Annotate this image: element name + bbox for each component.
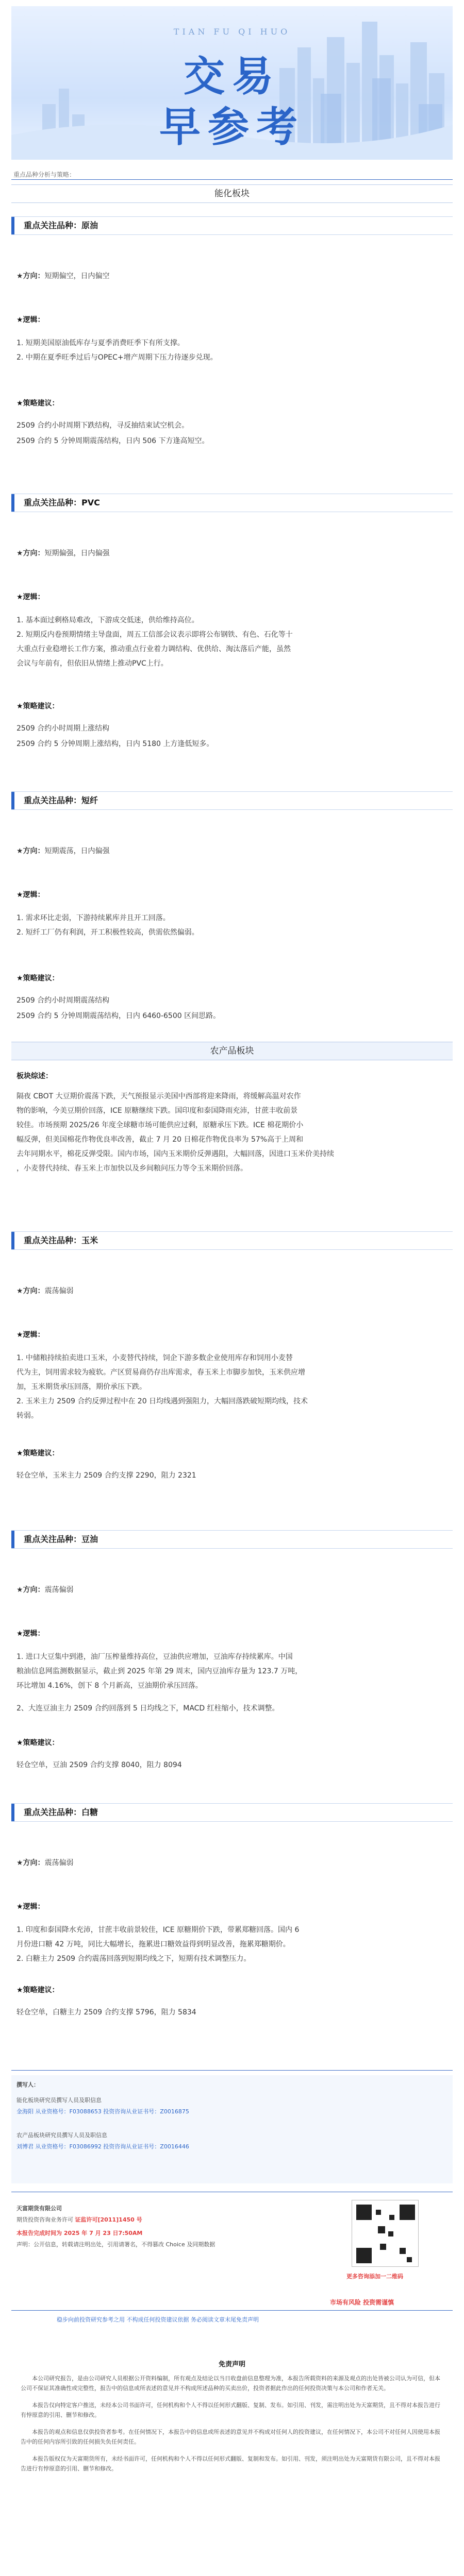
strategy-line: 轻仓空单，玉米主力 2509 合约支撑 2290，阻力 2321 xyxy=(16,1471,196,1480)
trend-label: ★方向： xyxy=(16,549,45,557)
disclaimer-paragraph: 本报告版权仅为天富期货所有，未经书面许可，任何机构和个人不得以任何形式翻版、复制和发布。如引用、刊发，须注明出处为天富期货有限公司，且不得对本报告进行有悖原意的引用、删节和修改。 xyxy=(21,2455,440,2472)
accent-bar xyxy=(11,1804,14,1821)
company-license: 证监许可[2011]1450 号 xyxy=(75,2216,142,2223)
logic-line: 大重点行业稳增长工作方案，推动重点行业着力调结构、优供给、淘汰落后产能，虽然 xyxy=(16,645,291,653)
trend-label: ★方向： xyxy=(16,1287,45,1295)
accent-bar xyxy=(11,792,14,809)
summary-line: 隔夜 CBOT 大豆期价震荡下跌，天气预报显示美国中西部将迎来降雨，将缓解高温对农作 xyxy=(16,1092,301,1100)
topic-label: 重点关注品种：白糖 xyxy=(24,1807,98,1817)
logic-line: 会议与年前有，但依旧从情绪上推动PVC上行。 xyxy=(16,659,168,668)
topic-label: 重点关注品种：豆油 xyxy=(24,1534,98,1544)
logic-label: ★逻辑： xyxy=(16,1903,45,1911)
divider xyxy=(11,2070,453,2071)
trend-value: 短期震荡，日内偏强 xyxy=(44,847,110,855)
header-caption: 重点品种分析与策略： xyxy=(13,171,76,178)
summary-line: ，小麦替代持续、春玉米上市加快以及乡间粮问压力等令玉米期价回落。 xyxy=(16,1164,247,1173)
logic-label: ★逻辑： xyxy=(16,1331,45,1339)
accent-bar xyxy=(11,494,14,512)
trend-line xyxy=(16,270,444,282)
strategy-label: ★策略建议： xyxy=(16,1739,59,1747)
qr-code-icon xyxy=(352,2200,419,2267)
summary-line: 较佳。市场预期 2025/26 年度全球糖市场可能供应过剩，原糖承压下跌。ICE 棉花期价小 xyxy=(16,1121,304,1129)
logic-line: 1. 中储粮持续拍卖进口玉米，小麦替代持续，饲企下游多数企业使用库存和饲用小麦替 xyxy=(16,1354,293,1362)
topic-header xyxy=(11,1803,453,1822)
agri-section-title: 农产品板块 xyxy=(11,1042,453,1060)
topic-card-crude xyxy=(11,216,453,505)
trend-line xyxy=(16,845,444,857)
header-title-line2: 早参考 xyxy=(159,103,305,151)
slogan: 稳步向前投资研究参考之用 不构成任何投资建议依据 务必阅读文章末尾免责声明 xyxy=(57,2316,259,2323)
summary-label: 板块综述： xyxy=(16,1072,53,1080)
disclaimer-paragraph: 本报告的观点和信息仅供投资者参考。在任何情况下，本报告中的信息或所表述的意见并不构成对任何人的投资建议，在任何情况下，本公司不对任何人因使用本报告中的任何内容所引致的任何损失负任何责任。 xyxy=(21,2429,440,2445)
logic-label: ★逻辑： xyxy=(16,891,45,899)
logic-line: 代为主，饲用需求较为疲软。产区贸易商仍存出库需求，春玉米上市脚步加快，玉米供应增 xyxy=(16,1368,305,1377)
analyst-heading: 撰写人： xyxy=(16,2081,39,2088)
strategy-line: 2509 合约小时周期震荡结构 xyxy=(16,996,110,1005)
trend-line xyxy=(16,1285,444,1297)
analyst-team-1: 能化板块研究员撰写人员及职信息 xyxy=(16,2097,102,2104)
logic-line: 粮油信息网监测数据显示，截止到 2025 年第 29 周末，国内豆油库存量为 123.7 万吨， xyxy=(16,1667,303,1675)
strategy-line: 2509 合约小时周期上涨结构 xyxy=(16,724,110,733)
logic-label: ★逻辑： xyxy=(16,316,45,324)
topic-header xyxy=(11,1530,453,1549)
topic-card-corn xyxy=(11,1231,453,1582)
company-dept-text: 期货投资咨询业务许可 xyxy=(16,2216,73,2223)
logic-line: 1. 短期美国原油低库存与夏季消费旺季下有所支撑。 xyxy=(16,339,185,347)
logic-line: 2、大连豆油主力 2509 合约回落到 5 日均线之下，MACD 红柱缩小，技术调整。 xyxy=(16,1704,279,1713)
topic-card-soybean-oil xyxy=(11,1530,453,1819)
company-name: 天富期货有限公司 xyxy=(16,2205,62,2212)
disclaimer-paragraph: 本报告仅向特定客户推送，未经本公司书面许可，任何机构和个人不得以任何形式翻版、复制、发布。如引用、刊发，需注明出处为天富期货，且不得对本报告进行有悖原意的引用、删节和修改。 xyxy=(21,2402,440,2418)
company-dept xyxy=(16,2215,142,2224)
logic-line: 2. 白糖主力 2509 合约震荡回落到短期均线之下，短期有技术调整压力。 xyxy=(16,1955,251,1963)
analyst-team-2: 农产品板块研究员撰写人员及职信息 xyxy=(16,2132,107,2139)
disclaimer-title: 免责声明 xyxy=(218,2361,245,2368)
logic-line: 2. 中期在夏季旺季过后与OPEC+增产周期下压力待逐步兑现。 xyxy=(16,353,218,362)
summary-line: 去年同期水平，棉花反弹受限。国内市场，国内玉米期价反弹遇阻，大幅回落，因进口玉米价美持续 xyxy=(16,1150,334,1158)
topic-label: 重点关注品种：玉米 xyxy=(24,1235,98,1245)
logic-label: ★逻辑： xyxy=(16,593,45,601)
topic-label: 重点关注品种：PVC xyxy=(24,498,100,507)
topic-card-sugar xyxy=(11,1803,453,2092)
trend-value: 震荡偏弱 xyxy=(44,1586,74,1594)
report-declare: 声明：公开信息，转载请注明出处，引用请署名，不得篡改 Choice 及同期数据 xyxy=(16,2241,216,2248)
disclaimer xyxy=(21,2360,443,2481)
trend-line xyxy=(16,1857,444,1869)
logic-label: ★逻辑： xyxy=(16,1630,45,1638)
summary-line: 物的影响，今美豆期价回落，ICE 原糖继续下跌。国印度和泰国降雨充沛，甘蔗丰收前景 xyxy=(16,1107,298,1115)
logic-line: 环比增加 4.16%，创下 8 个月新高，豆油期价承压回落。 xyxy=(16,1682,203,1690)
strategy-label: ★策略建议： xyxy=(16,399,59,408)
strategy-label: ★策略建议： xyxy=(16,702,59,710)
topic-label: 重点关注品种：原油 xyxy=(24,221,98,230)
topic-card-pvc xyxy=(11,494,453,813)
strategy-line: 轻仓空单，白糖主力 2509 合约支撑 5796，阻力 5834 xyxy=(16,2008,196,2016)
trend-label: ★方向： xyxy=(16,1586,45,1594)
header-title-line1: 交易 xyxy=(184,53,280,100)
logic-line: 加，玉米期货承压回落，期价承压下跌。 xyxy=(16,1383,146,1391)
analyst-line-2: 刘博君 从业资格号：F03086992 投资咨询从业证书号：Z0016446 xyxy=(16,2143,189,2150)
trend-line xyxy=(16,1584,444,1596)
strategy-line: 2509 合约 5 分钟周期上涨结构，日内 5180 上方逢低短多。 xyxy=(16,740,214,748)
strategy-label: ★策略建议： xyxy=(16,1449,59,1458)
analyst-line-1: 金海阳 从业资格号：F03088653 投资咨询从业证书号：Z0016875 xyxy=(16,2108,189,2115)
accent-bar xyxy=(11,217,14,234)
topic-label: 重点关注品种：短纤 xyxy=(24,795,98,805)
analyst-box xyxy=(11,2075,453,2183)
topic-card-staple-fiber xyxy=(11,791,453,1080)
strategy-line: 2509 合约小时周期下跌结构，寻反抽结束试空机会。 xyxy=(16,421,189,430)
energy-section-title: 能化板块 xyxy=(11,184,453,203)
trend-value: 短期偏空，日内偏空 xyxy=(44,272,110,280)
logic-line: 1. 进口大豆集中到港，油厂压榨量维持高位，豆油供应增加，豆油库存持续累库。中国 xyxy=(16,1653,293,1661)
trend-value: 短期偏强，日内偏强 xyxy=(44,549,110,557)
strategy-line: 轻仓空单，豆油 2509 合约支撑 8040，阻力 8094 xyxy=(16,1761,182,1769)
logic-line: 1. 需求环比走弱，下游持续累库并且开工回落。 xyxy=(16,914,170,922)
strategy-label: ★策略建议： xyxy=(16,974,59,982)
logic-line: 1. 基本面过剩格局难改，下游成交低迷，供给维持高位。 xyxy=(16,616,199,624)
header-subtitle: TIAN FU QI HUO xyxy=(173,27,291,37)
header-banner xyxy=(11,6,453,160)
logic-line: 转弱。 xyxy=(16,1412,38,1420)
logic-line: 2. 玉米主力 2509 合约反弹过程中在 20 日均线遇到强阻力，大幅回落跌破短期均线，技术 xyxy=(16,1397,308,1405)
logic-line: 2. 短期反内卷预期情绪主导盘面，周五工信部会议表示即将公布钢铁、有色、石化等十 xyxy=(16,631,293,639)
divider xyxy=(11,2310,453,2311)
risk-brand: 市场有风险 投资需谨慎 xyxy=(330,2299,394,2306)
strategy-line: 2509 合约 5 分钟周期震荡结构，日内 6460-6500 区间思路。 xyxy=(16,1012,221,1020)
disclaimer-paragraph: 本公司研究报告，是由公司研究人员根据公开资料编制，所有观点及结论以当日收盘前信息整理为准，本报告所载资料的来源及观点的出处皆被公司认为可信，但本公司不保证其准确性或完整性，报告中的信息或所表述的意见并不构成所述品种的买卖出价，投资者据此作出的任何投资决策与本公司和作者无关。 xyxy=(21,2375,440,2392)
accent-bar xyxy=(11,1232,14,1249)
accent-bar xyxy=(11,1531,14,1548)
agri-summary xyxy=(11,1065,453,1199)
topic-header xyxy=(11,1231,453,1250)
strategy-label: ★策略建议： xyxy=(16,1986,59,1994)
trend-label: ★方向： xyxy=(16,847,45,855)
topic-header xyxy=(11,791,453,810)
trend-value: 震荡偏弱 xyxy=(44,1287,74,1295)
logic-line: 月份进口糖 42 万吨，同比大幅增长，拖累进口糖效益得到明显改善，拖累郑糖期价。 xyxy=(16,1940,290,1948)
topic-header xyxy=(11,494,453,512)
summary-line: 幅反弹，但美国棉花作物优良率改善，截止 7 月 20 日棉花作物优良率为 57%高于上周和 xyxy=(16,1136,304,1144)
trend-label: ★方向： xyxy=(16,272,45,280)
qr-caption: 更多咨询添加一二维码 xyxy=(346,2273,403,2280)
trend-value: 震荡偏弱 xyxy=(44,1859,74,1867)
trend-line xyxy=(16,547,444,560)
divider xyxy=(11,179,453,180)
logic-line: 1. 印度和泰国降水充沛，甘蔗丰收前景较佳，ICE 原糖期价下跌，带累郑糖回落。国内 6 xyxy=(16,1926,300,1934)
logic-line: 2. 短纤工厂仍有利润，开工积极性较高，供需依然偏弱。 xyxy=(16,928,199,937)
strategy-line: 2509 合约 5 分钟周期震荡结构，日内 506 下方逢高短空。 xyxy=(16,437,209,445)
trend-label: ★方向： xyxy=(16,1859,45,1867)
topic-header xyxy=(11,216,453,235)
report-time: 本报告完成时间为 2025 年 7 月 23 日7:50AM xyxy=(16,2230,143,2236)
